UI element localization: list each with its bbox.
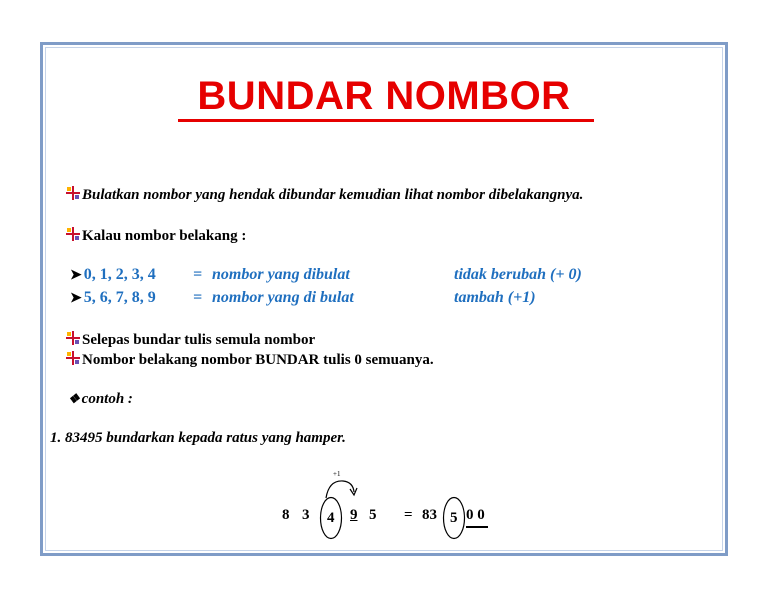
working-digit-underlined: 9 — [350, 507, 358, 523]
rule-row — [70, 289, 156, 307]
example-label-text: contoh : — [81, 391, 133, 407]
answer-suffix: 0 0 — [466, 507, 485, 523]
answer-circled-digit: 5 — [450, 510, 458, 526]
intro-bullet-2 — [66, 227, 246, 245]
rule-result: tambah (+1) — [454, 289, 536, 306]
intro-bullet-1 — [66, 186, 583, 204]
carry-label: +1 — [333, 470, 341, 478]
rule-desc: nombor yang dibulat — [212, 266, 350, 283]
working-equals: = — [404, 507, 413, 523]
plus-bullet-icon — [66, 351, 80, 365]
example-question: 1. 83495 bundarkan kepada ratus yang hamper. — [50, 430, 346, 446]
title-underline — [178, 119, 594, 122]
working-digit: 8 — [282, 507, 290, 523]
arrow-bullet-icon: ➤ — [70, 268, 82, 283]
after-bullet-4-text: Nombor belakang nombor BUNDAR tulis 0 semuanya. — [82, 352, 434, 368]
intro-bullet-2-text: Kalau nombor belakang : — [82, 228, 247, 244]
answer-underline — [466, 526, 488, 528]
arrow-bullet-icon: ➤ — [70, 291, 82, 306]
plus-bullet-icon — [66, 331, 80, 345]
after-bullet-3-text: Selepas bundar tulis semula nombor — [82, 332, 316, 348]
diamond-bullet-icon: ❖ — [68, 391, 80, 406]
after-bullet-3 — [66, 331, 315, 349]
rule-desc: nombor yang di bulat — [212, 289, 354, 306]
plus-bullet-icon — [66, 227, 80, 241]
answer-prefix: 83 — [422, 507, 437, 523]
rule-eq: = — [193, 266, 203, 283]
rule-row — [70, 266, 156, 284]
page-title: BUNDAR NOMBOR — [197, 74, 571, 118]
rule-digits: 0, 1, 2, 3, 4 — [83, 266, 156, 283]
plus-bullet-icon — [66, 186, 80, 200]
intro-bullet-1-text: Bulatkan nombor yang hendak dibundar kemudian lihat nombor dibelakangnya. — [82, 187, 584, 203]
after-bullet-4 — [66, 351, 434, 369]
working-digit: 3 — [302, 507, 310, 523]
working-digit: 5 — [369, 507, 377, 523]
rule-digits: 5, 6, 7, 8, 9 — [83, 289, 156, 306]
example-label — [68, 391, 133, 408]
rule-eq: = — [193, 289, 203, 306]
working-digit-circled: 4 — [327, 510, 335, 526]
rule-result: tidak berubah (+ 0) — [454, 266, 582, 283]
